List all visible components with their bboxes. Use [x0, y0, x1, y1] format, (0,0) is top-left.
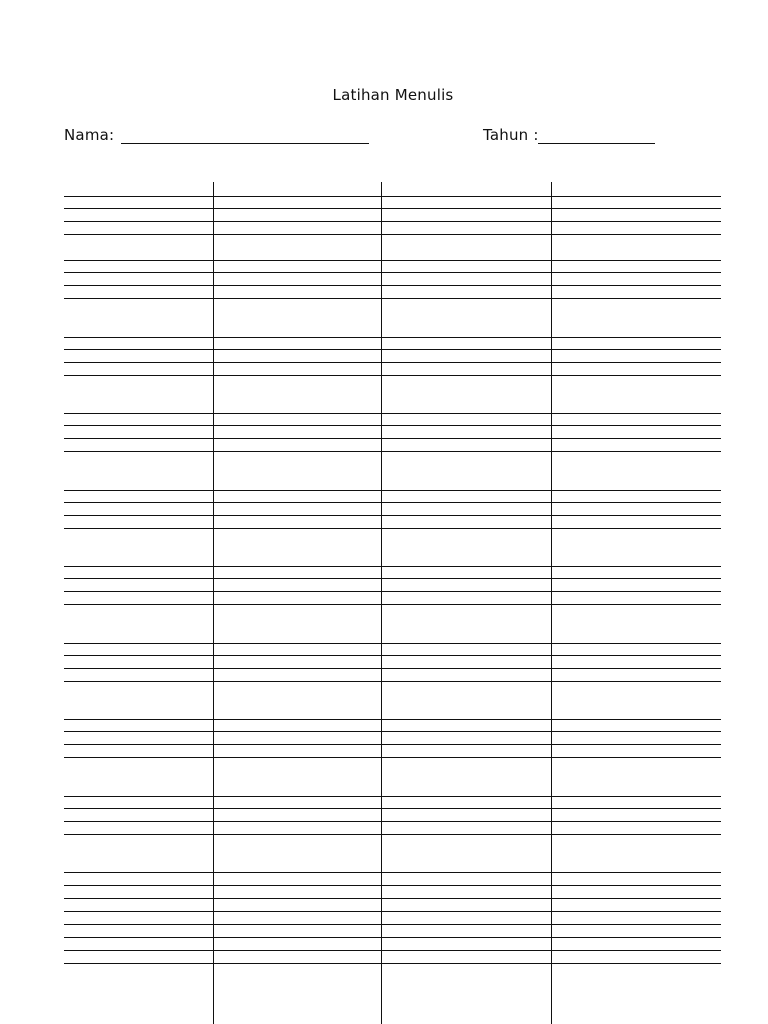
year-blank-line[interactable]	[538, 143, 655, 144]
worksheet-title: Latihan Menulis	[332, 86, 454, 104]
name-blank-line[interactable]	[121, 143, 369, 144]
name-label: Nama:	[64, 126, 115, 144]
year-label: Tahun :	[483, 126, 539, 144]
